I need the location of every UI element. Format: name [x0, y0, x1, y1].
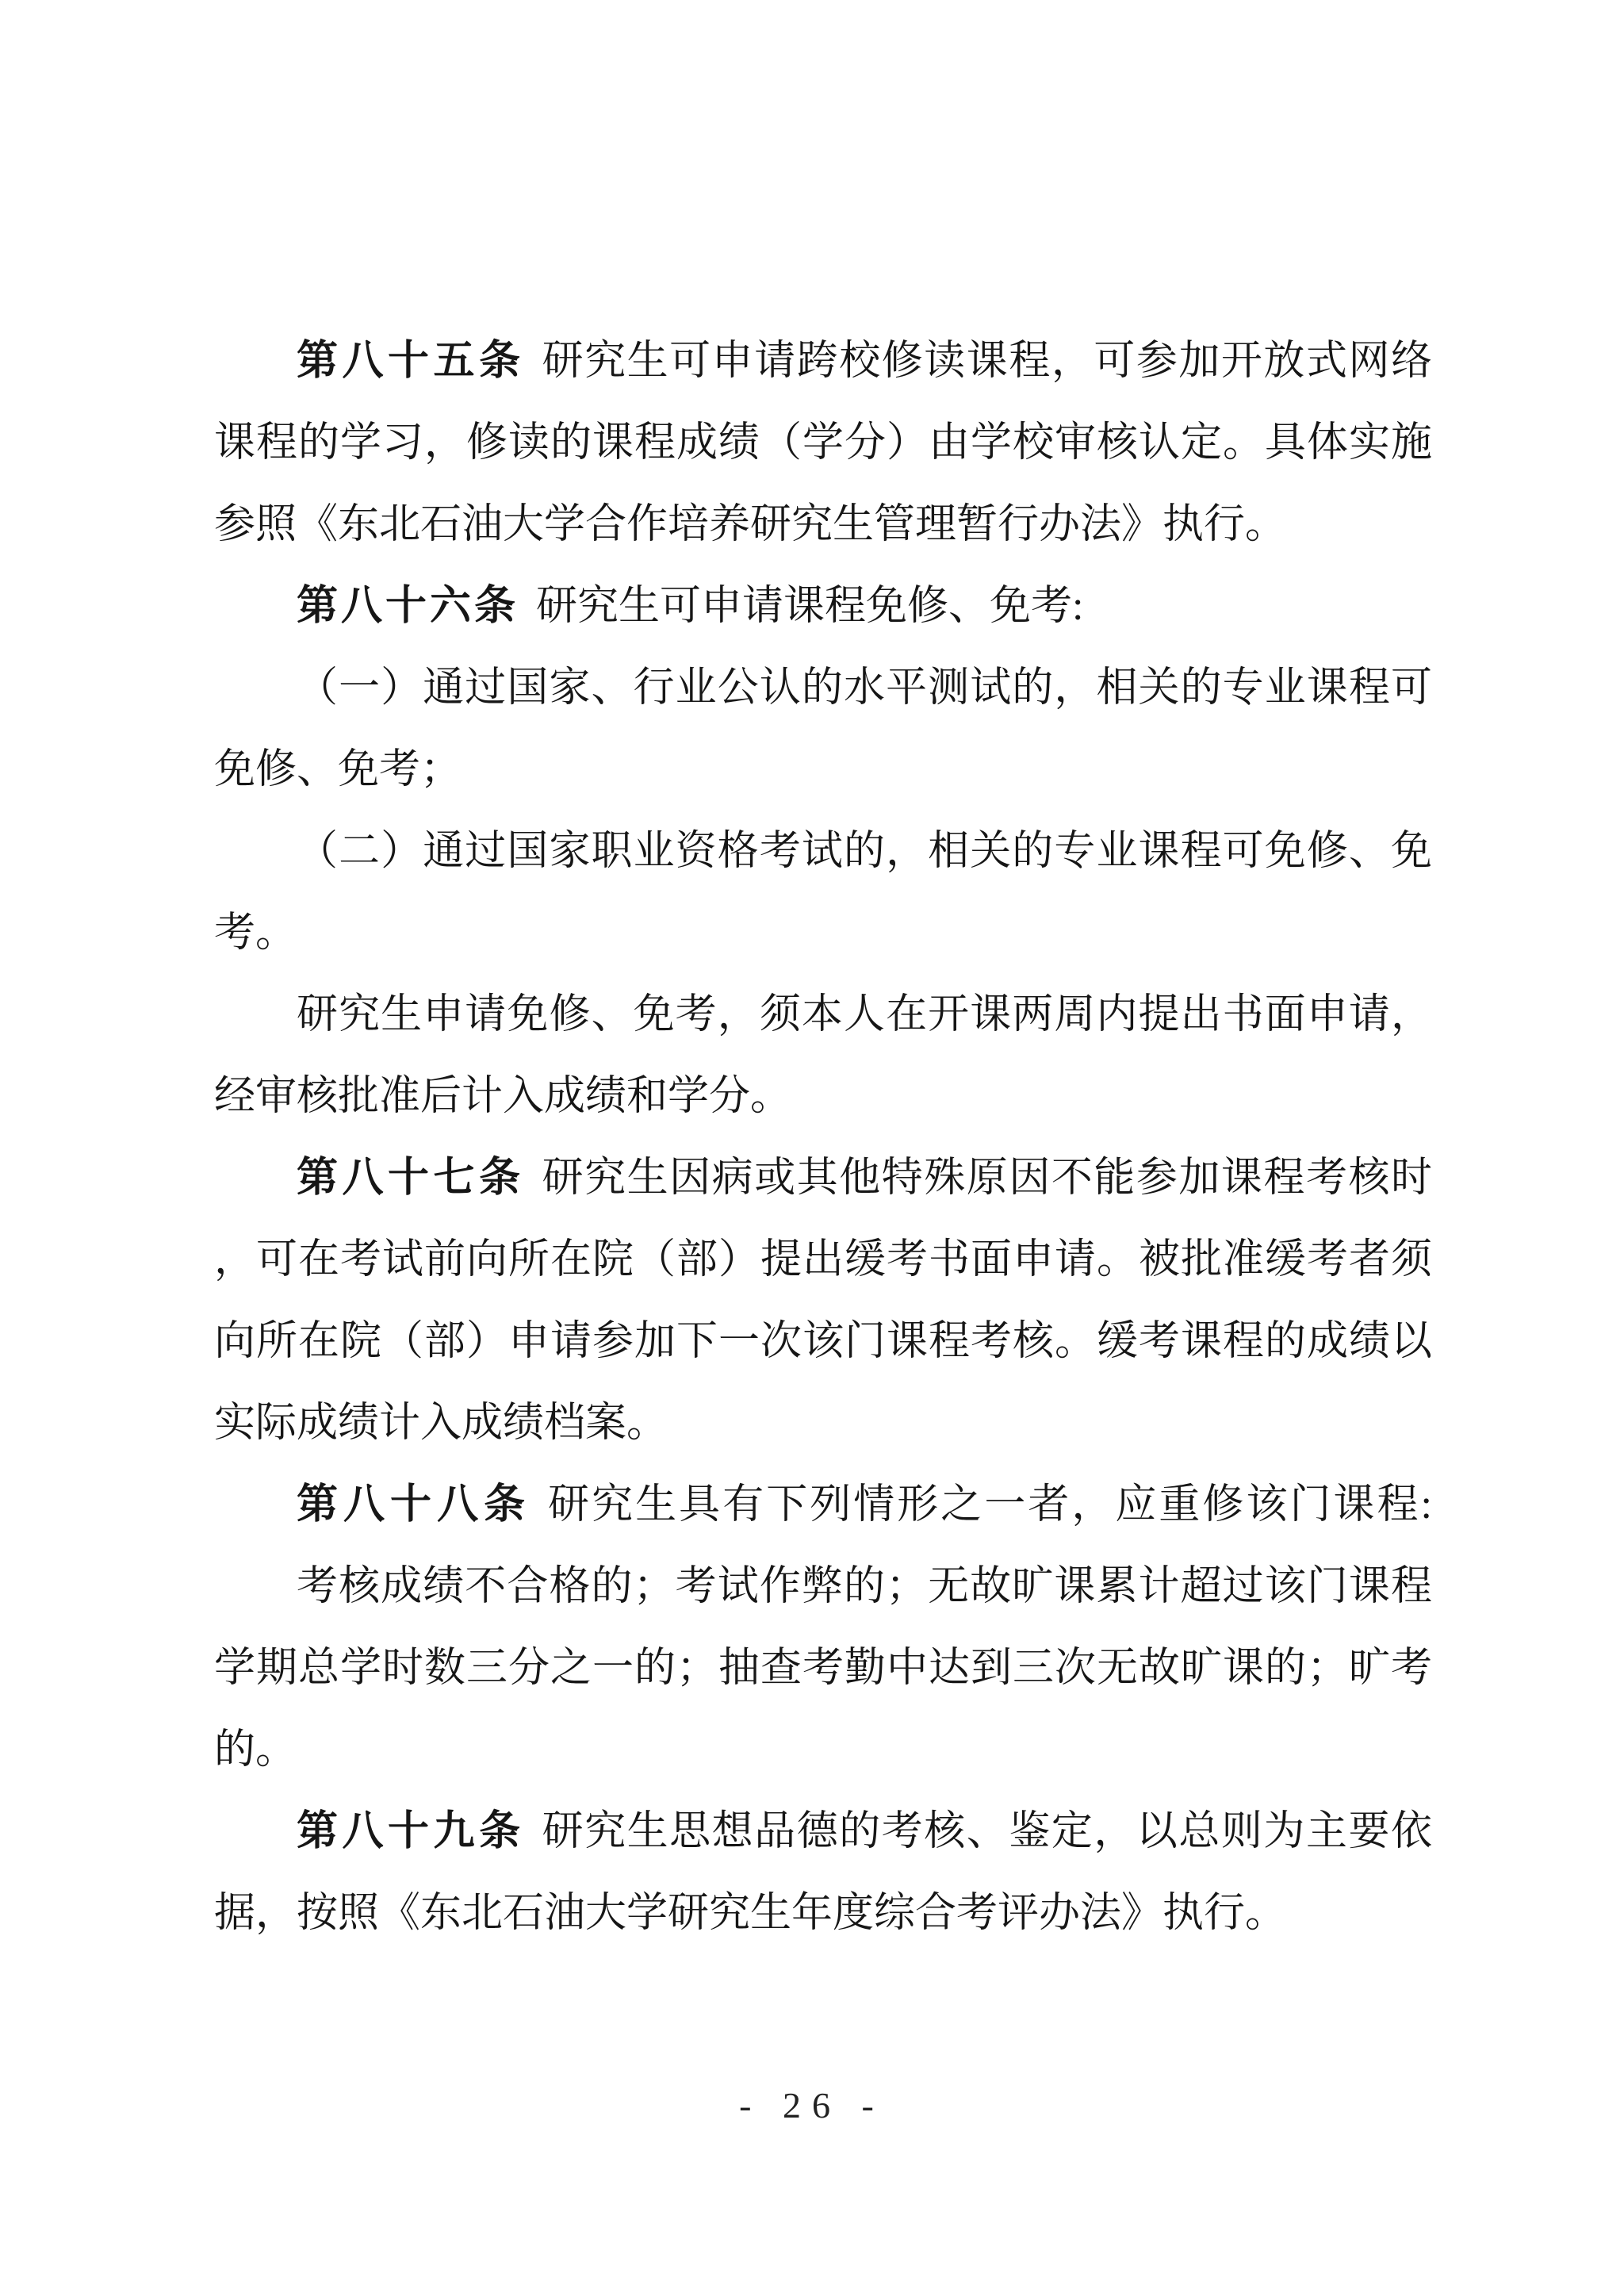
text-line: 研究生申请免修、免考，须本人在开课两周内提出书面申请，	[297, 992, 1432, 1037]
text-line: 课程的学习，修读的课程成绩（学分）由学校审核认定。具体实施	[214, 420, 1432, 466]
text-line: 实际成绩计入成绩档案。	[214, 1401, 668, 1446]
text-line: 据，按照《东北石油大学研究生年度综合考评办法》执行。	[214, 1891, 1287, 1936]
text-line: 学期总学时数三分之一的；抽查考勤中达到三次无故旷课的；旷考	[214, 1646, 1432, 1691]
line-text: 研究生可申请课程免修、免考:	[536, 584, 1084, 629]
page-number: - 26 -	[739, 2085, 885, 2125]
line-text: 研究生可申请跨校修读课程，可参加开放式网络	[542, 339, 1432, 384]
text-line: 经审核批准后计入成绩和学分。	[214, 1074, 792, 1119]
document-text-block	[214, 320, 1432, 1954]
text-line: 考。	[214, 910, 297, 956]
text-line	[214, 1791, 1432, 1872]
article-number-heading: 第八十七条	[297, 1155, 525, 1201]
text-line: 免修、免考；	[214, 747, 462, 792]
text-line: 参照《东北石油大学合作培养研究生管理暂行办法》执行。	[214, 502, 1287, 547]
text-line	[214, 1464, 1432, 1546]
line-text: 研究生具有下列情形之一者，应重修该门课程:	[548, 1482, 1432, 1527]
text-line: （一）通过国家、行业公认的水平测试的，相关的专业课程可	[297, 665, 1432, 711]
line-text: 研究生思想品德的考核、鉴定，以总则为主要依	[542, 1809, 1432, 1854]
text-line	[214, 1137, 1432, 1219]
text-line: 的。	[214, 1727, 297, 1773]
text-line: （二）通过国家职业资格考试的，相关的专业课程可免修、免	[297, 829, 1432, 874]
page-footer	[0, 2084, 1624, 2126]
text-line	[214, 565, 1432, 647]
text-line	[214, 320, 1432, 402]
text-line: 考核成绩不合格的；考试作弊的；无故旷课累计超过该门课程	[297, 1564, 1432, 1609]
line-text: 研究生因病或其他特殊原因不能参加课程考核时	[542, 1156, 1432, 1201]
article-number-heading: 第八十六条	[297, 583, 519, 629]
article-number-heading: 第八十九条	[297, 1808, 525, 1854]
text-line: ，可在考试前向所在院（部）提出缓考书面申请。被批准缓考者须	[214, 1237, 1432, 1282]
article-number-heading: 第八十五条	[297, 338, 525, 384]
article-number-heading: 第八十八条	[297, 1481, 531, 1527]
text-line: 向所在院（部）申请参加下一次该门课程考核。缓考课程的成绩以	[214, 1319, 1432, 1364]
